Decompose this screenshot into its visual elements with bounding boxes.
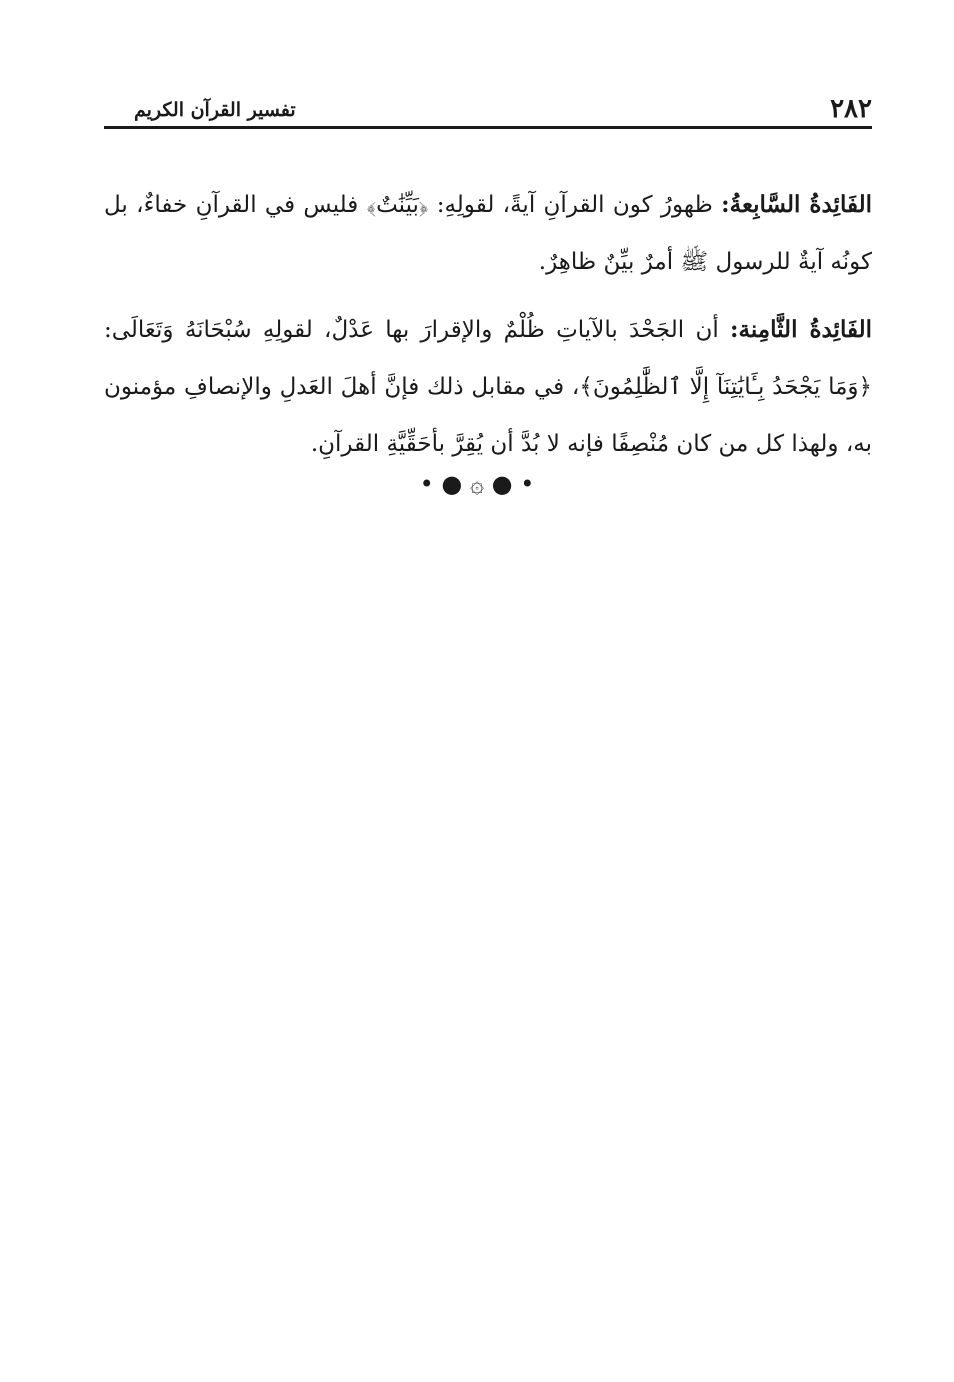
benefit-eight-label: الفَائِدةُ الثَّامِنة: <box>730 316 873 343</box>
benefit-seven-text-2: فليس في القرآنِ خفاءٌ، بل كونُه آيةٌ للرسول ﷺ أمرٌ بيِّنٌ ظاهِرٌ. <box>104 192 872 275</box>
quran-quote: ﴿وَمَا يَجْحَدُ بِـَٔايَٰتِنَآ إِلَّا ٱلظَّٰلِمُونَ﴾ <box>579 374 872 400</box>
page-number: ٢٨٢ <box>830 94 872 124</box>
benefit-eight-text-2: ، في مقابل ذلك فإنَّ أهلَ العَدلِ والإنصافِ مؤمنون به، ولهذا كل من كان مُنْصِفًا فإنه لا بُدَّ أن يُقِرَّ بأحَقِّيَّةِ القرآنِ. <box>104 374 872 457</box>
benefit-eight-text-1: أن الجَحْدَ بالآياتِ ظُلْمٌ والإقرارَ بها عَدْلٌ، لقولِهِ سُبْحَانَهُ وَتَعَالَى: <box>104 317 731 343</box>
page-header <box>104 94 872 129</box>
benefit-seven-label: الفَائِدةُ السَّابِعةُ: <box>721 191 872 218</box>
page-body <box>104 176 872 473</box>
quran-quote: ﴿بَيِّنَٰتٌ﴾ <box>366 192 429 218</box>
benefit-eight-paragraph <box>104 301 872 473</box>
section-end-ornament: • ● ۞ ● • <box>419 470 535 498</box>
benefit-seven-paragraph <box>104 176 872 291</box>
benefit-seven-text-1: ظهورُ كون القرآنِ آيةً، لقولِهِ: <box>428 192 722 218</box>
running-title: تفسير القرآن الكريم <box>134 99 296 121</box>
